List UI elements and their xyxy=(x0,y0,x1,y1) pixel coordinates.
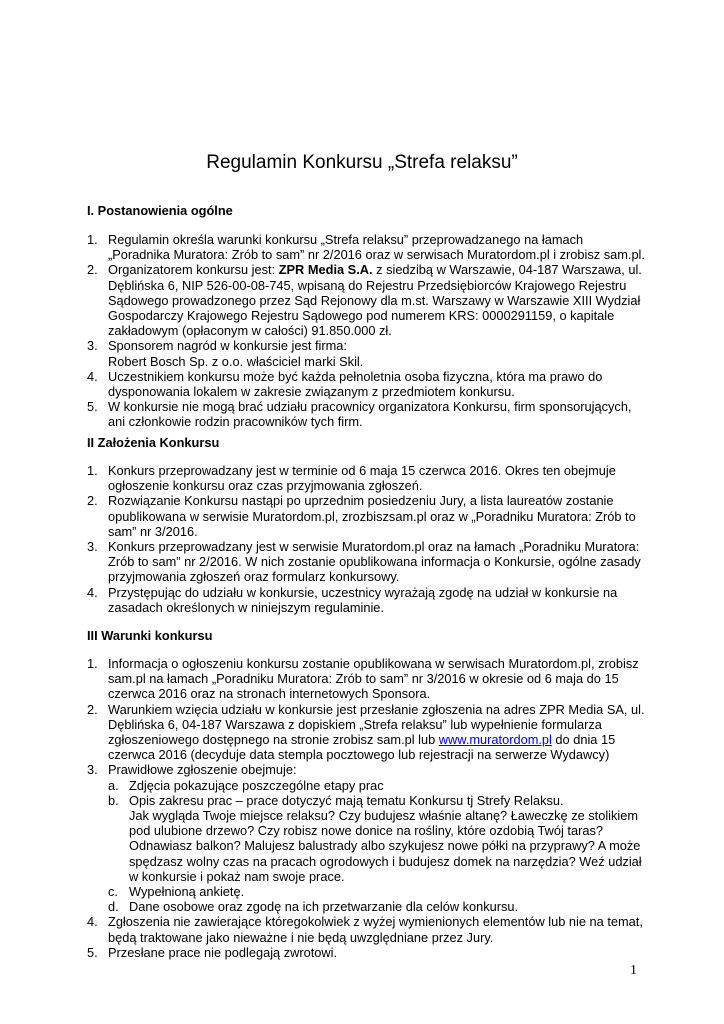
list-item-text: Dane osobowe oraz zgodę na ich przetwarzanie dla celów konkursu. xyxy=(129,899,519,915)
sub-list-item xyxy=(108,793,647,884)
muratordom-link[interactable]: www.muratordom.pl xyxy=(438,732,552,748)
organizer-name: ZPR Media S.A. xyxy=(278,262,373,278)
list-item-text: Konkurs przeprowadzany jest w terminie od 6 maja 15 czerwca 2016. Okres ten obejmuje ogłoszenie konkursu oraz czas przyjmowania zgłoszeń. xyxy=(108,463,616,494)
list-item xyxy=(87,585,647,615)
list-item-text: Regulamin określa warunki konkursu „Strefa relaksu” przeprowadzanego na łamach „Poradnika Muratora: Zrób to sam” nr 2/2016 oraz w serwisach Muratordom.pl i zrobisz sam.pl. xyxy=(108,232,645,263)
list-marker: a. xyxy=(108,777,119,793)
list-item-text: do dnia 15 czerwca 2016 (decyduje data stempla pocztowego lub rejestracji na serwerze Wydawcy) xyxy=(108,732,616,763)
list-item-text: W konkursie nie mogą brać udziału pracownicy organizatora Konkursu, firm sponsorujących, ani członkowie rodzin pracowników tych firm. xyxy=(108,399,632,430)
list-item xyxy=(87,914,647,944)
section-conditions-list xyxy=(87,656,647,960)
list-item xyxy=(87,262,647,338)
list-item xyxy=(87,539,647,585)
list-marker: 5. xyxy=(87,944,98,960)
list-item-text: Informacja o ogłoszeniu konkursu zostanie opublikowana w serwisach Muratordom.pl, zrobisz sam.pl na łamach „Poradniku Muratora: Zrób to sam” nr 3/2016 w okresie od 6 maja do 15 czerwca 2016 oraz na stronach internetowych Sponsora. xyxy=(108,656,639,702)
sub-list-item xyxy=(108,899,647,914)
list-item-text: Wypełnioną ankietę. xyxy=(129,884,245,900)
list-item-text: Zgłoszenia nie zawierające któregokolwiek z wyżej wymienionych elementów lub nie na temat, będą traktowane jako nieważne i nie będą uwzględniane przez Jury. xyxy=(108,914,643,945)
list-marker: 3. xyxy=(87,338,98,354)
list-marker: 3. xyxy=(87,539,98,555)
list-item xyxy=(87,399,647,429)
list-marker: 1. xyxy=(87,232,98,247)
list-marker: b. xyxy=(108,792,119,808)
list-item-text: Warunkiem wzięcia udziału w konkursie jest przesłanie zgłoszenia na adres ZPR Media SA, ul. Dęblińska 6, 04-187 Warszawa z dopiskiem „Strefa relaksu” lub wypełnienie formularza zgłoszeniowego dostępnego na stronie zrobisz sam.pl lub xyxy=(108,701,645,748)
list-item xyxy=(87,493,647,539)
section-heading-general: I. Postanowienia ogólne xyxy=(87,203,233,218)
list-item-text: Sponsorem nagród w konkursie jest firma: xyxy=(108,338,347,354)
list-item xyxy=(87,656,647,702)
list-item xyxy=(87,702,647,763)
list-marker: 4. xyxy=(87,368,98,384)
list-item-text: Prawidłowe zgłoszenie obejmuje: xyxy=(108,762,297,778)
section-general-list xyxy=(87,232,647,430)
list-marker: 2. xyxy=(87,493,98,509)
list-item xyxy=(87,369,647,399)
list-item xyxy=(87,463,647,493)
list-item-text: Jak wygląda Twoje miejsce relaksu? Czy budujesz właśnie altanę? Ławeczkę ze stolikiem pod ulubione drzewo? Czy robisz nowe donice na rośliny, które ozdobią Twój taras? Odnawiasz balkon? Malujesz balustrady albo szykujesz nowe półki na przyprawy? A może spędzasz wolny czas na pracach ogrodowych i budujesz domek na narzędzia? Weź udział w konkursie i pokaż nam swoje prace. xyxy=(129,808,642,884)
list-item-text: Przystępując do udziału w konkursie, uczestnicy wyrażają zgodę na udział w konkursie na zasadach określonych w niniejszym regulaminie. xyxy=(108,584,618,615)
list-marker: 3. xyxy=(87,762,98,778)
list-marker: 2. xyxy=(87,262,98,278)
list-marker: 2. xyxy=(87,701,98,717)
list-item xyxy=(87,762,647,914)
list-item-text: z siedzibą w Warszawie, 04-187 Warszawa, ul. Dęblińska 6, NIP 526-00-08-745, wpisaną do Rejestru Przedsiębiorców Krajowego Rejestru Sądowego prowadzonego przez Sąd Rejonowy dla m.st. Warszawy w Warszawie XIII Wydział Gospodarczy Krajowego Rejestru Sądowego pod numerem KRS: 0000291159, o kapitale zakładowym (opłaconym w całości) 91.850.000 zł. xyxy=(108,262,642,339)
list-item xyxy=(87,232,647,262)
list-item-text: Opis zakresu prac – prace dotyczyć mają tematu Konkursu tj Strefy Relaksu. xyxy=(129,792,564,808)
list-item-text: Robert Bosch Sp. z o.o. właściciel marki Skil. xyxy=(108,353,364,369)
list-item-text: Uczestnikiem konkursu może być każda pełnoletnia osoba fizyczna, która ma prawo do dysponowania lokalem w zakresie związanym z przedmiotem konkursu. xyxy=(108,368,603,400)
list-marker: d. xyxy=(108,899,119,915)
list-marker: 1. xyxy=(87,656,98,671)
document-title: Regulamin Konkursu „Strefa relaksu” xyxy=(206,152,518,173)
list-item xyxy=(87,945,647,960)
section-heading-assumptions: II Założenia Konkursu xyxy=(87,435,220,450)
sub-list xyxy=(108,778,647,915)
list-marker: 5. xyxy=(87,399,98,415)
list-item-text: Konkurs przeprowadzany jest w serwisie Muratordom.pl oraz na łamach „Poradniku Muratora: Zrób to sam” nr 2/2016. W nich zostanie opublikowana informacja o Konkursie, ogólne zasady przyjmowania zgłoszeń oraz formularz konkursowy. xyxy=(108,539,641,585)
page-number: 1 xyxy=(630,963,637,978)
section-heading-conditions: III Warunki konkursu xyxy=(87,628,213,643)
list-marker: 4. xyxy=(87,584,98,600)
list-item-text: Zdjęcia pokazujące poszczególne etapy prac xyxy=(129,777,384,793)
sub-list-item xyxy=(108,884,647,899)
list-item-text: Rozwiązanie Konkursu nastąpi po uprzednim posiedzeniu Jury, a lista laureatów zostanie opublikowana w serwisie Muratordom.pl, zrozbiszsam.pl oraz w „Poradniku Muratora: Zrób to sam” nr 3/2016. xyxy=(108,493,636,539)
list-marker: c. xyxy=(108,884,118,900)
list-item xyxy=(87,338,647,368)
list-marker: 1. xyxy=(87,463,98,478)
sub-list-item xyxy=(108,778,647,793)
section-assumptions-list xyxy=(87,463,647,615)
list-marker: 4. xyxy=(87,914,98,930)
list-item-text: Organizatorem konkursu jest: xyxy=(108,262,279,278)
list-item-text: Przesłane prace nie podlegają zwrotowi. xyxy=(108,944,338,960)
